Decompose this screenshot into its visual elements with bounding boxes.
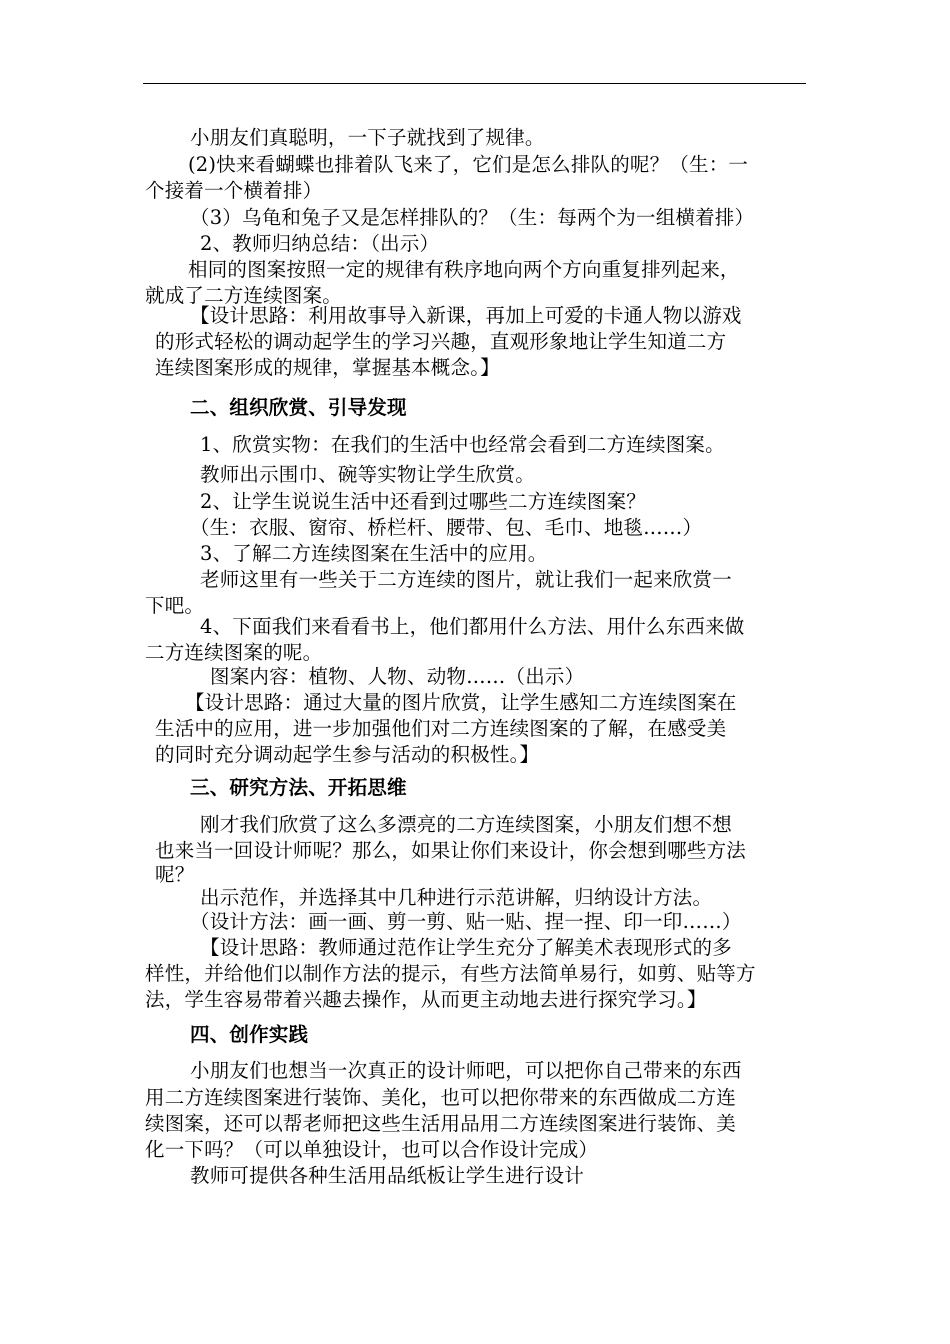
paragraph-line: 小朋友们真聪明，一下子就找到了规律。	[190, 126, 545, 149]
paragraph-line: （3）乌龟和兔子又是怎样排队的？（生：每两个为一组横着排）	[190, 206, 755, 229]
paragraph-line: 老师这里有一些关于二方连续的图片，就让我们一起来欣赏一	[200, 568, 732, 591]
header-rule	[143, 83, 806, 84]
design-note-line: 的同时充分调动起学生参与活动的积极性。】	[155, 743, 540, 766]
paragraph-line: 图案内容：植物、人物、动物……（出示）	[210, 665, 585, 688]
paragraph-line: 刚才我们欣赏了这么多漂亮的二方连续图案，小朋友们想不想	[200, 813, 732, 836]
design-note-line: 样性，并给他们以制作方法的提示，有些方法简单易行，如剪、贴等方	[145, 962, 756, 985]
paragraph-line: 2、让学生说说生活中还看到过哪些二方连续图案？	[200, 490, 647, 513]
design-note-line: 【设计思路：教师通过范作让学生充分了解美术表现形式的多	[200, 936, 732, 959]
paragraph-line: (2)快来看蝴蝶也排着队飞来了，它们是怎么排队的呢？（生：一	[188, 153, 749, 176]
paragraph-line: 小朋友们也想当一次真正的设计师吧，可以把你自己带来的东西	[190, 1059, 742, 1082]
paragraph-line: 用二方连续图案进行装饰、美化，也可以把你带来的东西做成二方连	[145, 1086, 737, 1109]
design-note-line: 【设计思路：通过大量的图片欣赏，让学生感知二方连续图案在	[185, 691, 737, 714]
paragraph-line: 教师出示围巾、碗等实物让学生欣赏。	[200, 463, 535, 486]
paragraph-line: 也来当一回设计师呢？那么，如果让你们来设计，你会想到哪些方法	[155, 839, 747, 862]
paragraph-line: 个接着一个横着排）	[145, 179, 323, 202]
paragraph-line: 二方连续图案的呢。	[145, 641, 323, 664]
paragraph-line: （生：衣服、窗帘、桥栏杆、腰带、包、毛巾、地毯……）	[190, 516, 703, 539]
design-note-line: 生活中的应用，进一步加强他们对二方连续图案的了解，在感受美	[155, 717, 727, 740]
paragraph-line: 续图案，还可以帮老师把这些生活用品用二方连续图案进行装饰、美	[145, 1112, 737, 1135]
paragraph-line: 出示范作，并选择其中几种进行示范讲解，归纳设计方法。	[200, 886, 713, 909]
paragraph-line: 化一下吗？（可以单独设计，也可以合作设计完成）	[145, 1138, 599, 1161]
paragraph-line: 相同的图案按照一定的规律有秩序地向两个方向重复排列起来，	[188, 258, 740, 281]
paragraph-line: （设计方法：画一画、剪一剪、贴一贴、捏一捏、印一印……）	[190, 910, 742, 933]
paragraph-line: 4、下面我们来看看书上，他们都用什么方法、用什么东西来做	[200, 615, 745, 638]
section-heading: 三、研究方法、开拓思维	[190, 776, 407, 799]
paragraph-line: 下吧。	[145, 594, 205, 617]
paragraph-line: 就成了二方连续图案。	[145, 284, 343, 307]
design-note-line: 的形式轻松的调动起学生的学习兴趣，直观形象地让学生知道二方	[155, 330, 727, 353]
section-heading: 二、组织欣赏、引导发现	[190, 396, 407, 419]
design-note-line: 【设计思路：利用故事导入新课，再加上可爱的卡通人物以游戏	[190, 304, 742, 327]
paragraph-line: 呢？	[155, 863, 195, 886]
paragraph-line: 2、教师归纳总结：（出示）	[200, 232, 440, 255]
paragraph-line: 3、了解二方连续图案在生活中的应用。	[200, 542, 548, 565]
paragraph-line: 1、欣赏实物：在我们的生活中也经常会看到二方连续图案。	[200, 433, 725, 456]
section-heading: 四、创作实践	[190, 1023, 309, 1046]
design-note-line: 连续图案形成的规律，掌握基本概念。】	[155, 356, 500, 379]
paragraph-line: 教师可提供各种生活用品纸板让学生进行设计	[190, 1164, 585, 1187]
design-note-line: 法，学生容易带着兴趣去操作，从而更主动地去进行探究学习。】	[145, 988, 707, 1011]
